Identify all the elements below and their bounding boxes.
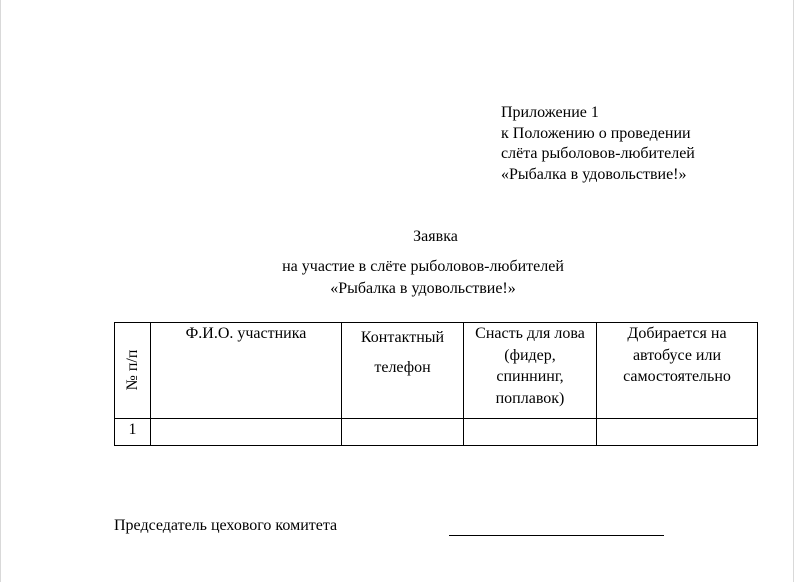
appendix-line-2: к Положению о проведении: [501, 124, 691, 142]
header-phone-line-1: Контактный: [360, 329, 445, 346]
row-tackle-cell[interactable]: [464, 419, 597, 446]
signature-line[interactable]: [449, 535, 664, 536]
appendix-line-4: «Рыбалка в удовольствие!»: [501, 165, 687, 183]
header-phone: [342, 323, 464, 419]
header-travel-line-3: самостоятельно: [623, 368, 731, 385]
header-name: [151, 323, 342, 419]
signature-label: Председатель цехового комитета: [114, 517, 338, 534]
header-travel-line-2: автобусе или: [632, 346, 722, 364]
table-row: [115, 419, 758, 446]
header-tackle-line-2: (фидер,: [504, 346, 556, 364]
header-num: [115, 323, 151, 419]
header-phone-line-2: телефон: [374, 359, 431, 376]
appendix-line-1: Приложение 1: [501, 104, 599, 121]
header-travel-line-1: Добирается на: [627, 325, 727, 342]
header-tackle: [464, 323, 597, 419]
appendix-line-3: слёта рыболовов-любителей: [501, 145, 695, 162]
header-tackle-line-3: спиннинг,: [496, 368, 564, 385]
header-name-label: Ф.И.О. участника: [185, 325, 307, 342]
row-phone-cell[interactable]: [342, 419, 464, 446]
subtitle-line-2: «Рыбалка в удовольствие!»: [330, 280, 516, 297]
appendix-block: [501, 103, 695, 185]
header-tackle-line-1: Снасть для лова: [475, 325, 585, 342]
application-table: [114, 322, 758, 446]
subtitle-line-1: на участие в слёте рыболовов-любителей: [282, 258, 564, 275]
document-title: Заявка: [413, 228, 458, 245]
header-num-label: № п/п: [124, 349, 141, 391]
document-subtitle: [0, 256, 794, 300]
header-tackle-line-4: поплавок): [495, 389, 565, 407]
table-header-row: [115, 323, 758, 419]
row-travel-cell[interactable]: [597, 419, 758, 446]
row-name-cell[interactable]: [151, 419, 342, 446]
header-travel: [597, 323, 758, 419]
row-num-cell: 1: [115, 419, 151, 446]
